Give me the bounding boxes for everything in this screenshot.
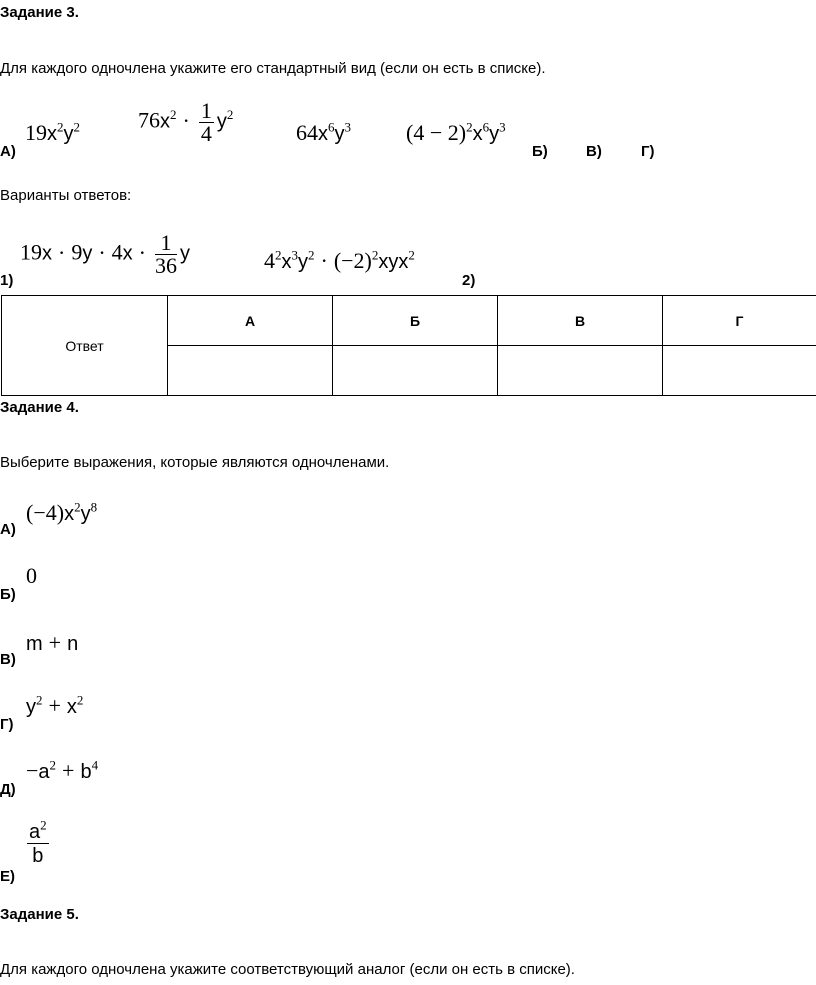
answer-col-b: Б <box>333 296 498 346</box>
task4-label-b: Б) <box>0 586 16 603</box>
task4-title: Задание 4. <box>0 399 79 416</box>
expr-b-76x2-quarter-y2: $76x^2$ · $\frac{1}{4}$ $y^2$ <box>138 98 234 146</box>
task3-label-a: А) <box>0 143 16 160</box>
answer-cell-a[interactable] <box>168 346 333 396</box>
answer-col-v: В <box>498 296 663 346</box>
expr-d-4minus2sq-x6y3: $(4 - 2)^2x^6y^3$ <box>406 119 506 145</box>
task4-label-g: Г) <box>0 716 14 733</box>
task5-instruction: Для каждого одночлена укажите соответствующий аналог (если он есть в списке). <box>0 961 575 978</box>
answer-cell-v[interactable] <box>498 346 663 396</box>
task3-title: Задание 3. <box>0 4 79 21</box>
answer-label-2: 2) <box>462 272 476 289</box>
task4-label-d: Д) <box>0 781 16 798</box>
variants-title: Варианты ответов: <box>0 187 132 204</box>
answer-row-header: Ответ <box>2 296 168 396</box>
task4-expr-v: m + n <box>26 630 79 655</box>
task4-label-v: В) <box>0 651 16 668</box>
task3-label-b: Б) <box>532 143 548 160</box>
answer-cell-g[interactable] <box>663 346 816 396</box>
task4-expr-e: $\frac{a^2}{b}$ <box>29 817 47 867</box>
task3-instruction: Для каждого одночлена укажите его стандартный вид (если он есть в списке). <box>0 60 546 77</box>
answer-col-a: А <box>168 296 333 346</box>
task3-label-g: Г) <box>641 143 655 160</box>
task4-instruction: Выберите выражения, которые являются одночленами. <box>0 454 390 471</box>
answer-label-1: 1) <box>0 272 14 289</box>
answer-table <box>1 295 816 396</box>
task4-label-a: А) <box>0 521 16 538</box>
answer-cell-b[interactable] <box>333 346 498 396</box>
task4-expr-a: $(-4)x^2y^8$ <box>26 499 98 525</box>
task4-label-e: Е) <box>0 868 15 885</box>
expr-c-64x6y3: $64x^6y^3$ <box>296 119 351 145</box>
task3-label-v: В) <box>586 143 602 160</box>
task5-title: Задание 5. <box>0 906 79 923</box>
task4-expr-d: $-a^2 + b^4$ <box>26 757 99 783</box>
answer-1-expression: 19x · 9y · 4x · $\frac{1}{36}$ y <box>20 230 190 278</box>
answer-col-g: Г <box>663 296 816 346</box>
task4-expr-b: 0 <box>26 563 37 588</box>
answer-2-expression: $4^2x^3y^2 \cdot (-2)^2xyx^2$ <box>264 247 415 273</box>
task4-expr-g: $y^2 + x^2$ <box>26 692 84 718</box>
expr-a-19x2y2: $19x^2y^2$ <box>25 119 80 145</box>
